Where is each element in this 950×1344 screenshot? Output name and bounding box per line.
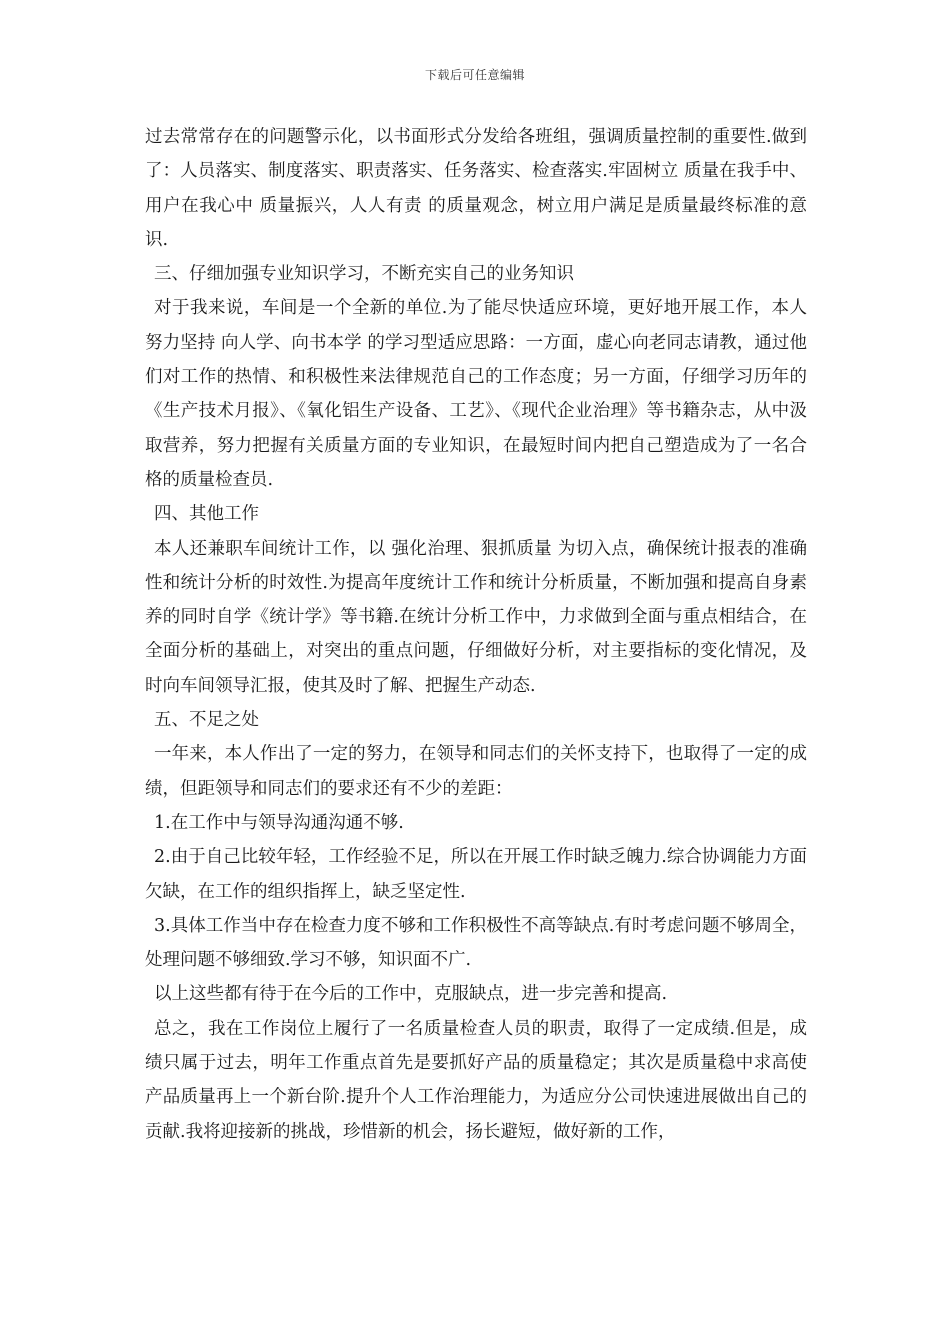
section-heading-4: 四、其他工作	[154, 504, 259, 525]
paragraph-conclusion: 总之，我在工作岗位上履行了一名质量检查人员的职责，取得了一定成绩.但是，成绩只属于过去，明年工作重点首先是要抓好产品的质量稳定；其次是质量稳中求高使产品质量再上一个新台阶.提升个人工作治理能力，为适应分公司快速进展做出自己的贡献.我将迎接新的挑战，珍惜新的机会，扬长避短，做好新的工作，	[145, 1018, 807, 1142]
paragraph-study: 对于我来说，车间是一个全新的单位.为了能尽快适应环境，更好地开展工作，本人努力坚持 向人学、向书本学 的学习型适应思路：一方面，虚心向老同志请教，通过他们对工作的热情、和积极性来法律规范自己的工作态度；另一方面，仔细学习历年的《生产技术月报》、《氧化铝生产设备、工艺》、《现代企业治理》等书籍杂志，从中汲取营养，努力把握有关质量方面的专业知识，在最短时间内把自己塑造成为了一名合格的质量检查员.	[145, 298, 807, 490]
paragraph-improve: 以上这些都有待于在今后的工作中，克服缺点，进一步完善和提高.	[154, 984, 668, 1005]
paragraph-shortcomings-intro: 一年来，本人作出了一定的努力，在领导和同志们的关怀支持下，也取得了一定的成绩，但距领导和同志们的要求还有不少的差距：	[145, 744, 807, 799]
paragraph-intro-continued: 过去常常存在的问题警示化，以书面形式分发给各班组，强调质量控制的重要性.做到了：人员落实、制度落实、职责落实、任务落实、检查落实.牢固树立 质量在我手中、用户在我心中 质量振兴，人人有责 的质量观念，树立用户满足是质量最终标准的意识.	[145, 127, 807, 250]
section-heading-3: 三、仔细加强专业知识学习，不断充实自己的业务知识	[154, 264, 574, 285]
list-item-2: 2.由于自己比较年轻，工作经验不足，所以在开展工作时缺乏魄力.综合协调能力方面欠缺，在工作的组织指挥上，缺乏坚定性.	[145, 847, 807, 902]
section-heading-5: 五、不足之处	[154, 710, 259, 731]
list-item-3: 3.具体工作当中存在检查力度不够和工作积极性不高等缺点.有时考虑问题不够周全，处理问题不够细致.学习不够，知识面不广.	[145, 915, 807, 971]
document-body	[145, 120, 807, 1149]
list-item-1: 1.在工作中与领导沟通沟通不够.	[154, 812, 404, 833]
page-header: 下载后可任意编辑	[424, 68, 525, 82]
paragraph-statistics: 本人还兼职车间统计工作，以 强化治理、狠抓质量 为切入点，确保统计报表的准确性和统计分析的时效性.为提高年度统计工作和统计分析质量，不断加强和提高自身素养的同时自学《统计学》等书籍.在统计分析工作中，力求做到全面与重点相结合，在全面分析的基础上，对突出的重点问题，仔细做好分析，对主要指标的变化情况，及时向车间领导汇报，使其及时了解、把握生产动态.	[145, 538, 807, 696]
